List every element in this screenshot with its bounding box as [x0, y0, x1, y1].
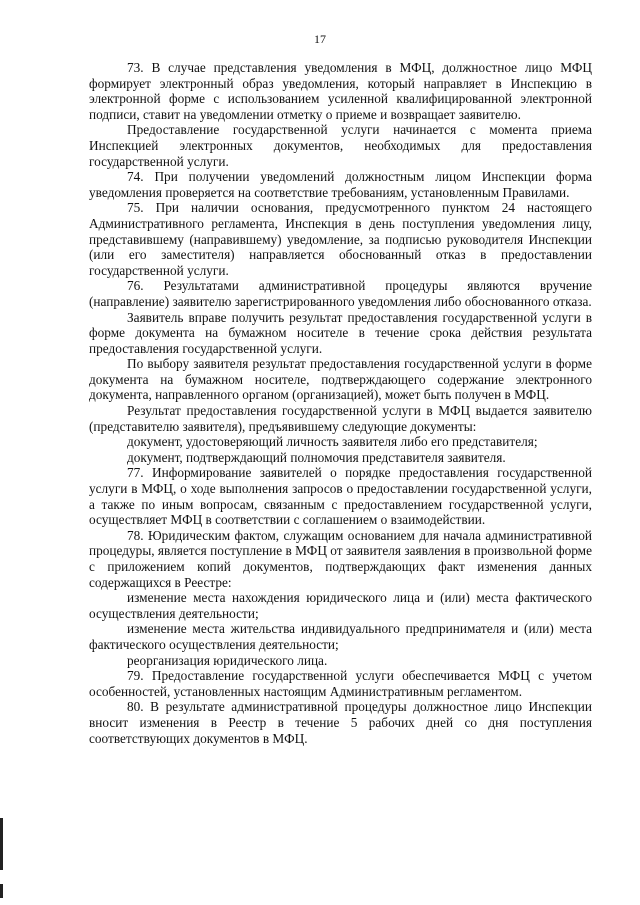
document-body [89, 60, 592, 746]
scan-edge-mark [0, 884, 3, 898]
paragraph-80: 80. В результате административной процедуры должностное лицо Инспекции вносит изменения в Реестр в течение 5 рабочих дней со дня поступления соответствующих документов в МФЦ. [89, 699, 592, 746]
page-number: 17 [314, 32, 326, 46]
paragraph-paper-result: Заявитель вправе получить результат предоставления государственной услуги в форме документа на бумажном носителе в течение срока действия результата предоставления государственной услуги. [89, 309, 592, 356]
paragraph-75: 75. При наличии основания, предусмотренного пунктом 24 настоящего Административного регламента, Инспекция в день поступления уведомления лицу, представившему (направившему) уведомление, за подписью руководителя Инспекции (или его заместителя) направляется обоснованный отказ в предоставлении государственной услуги. [89, 200, 592, 278]
list-item-identity-document: документ, удостоверяющий личность заявителя либо его представителя; [127, 434, 538, 450]
list-item-location-change: изменение места нахождения юридического лица и (или) места фактического осуществления деятельности; [89, 590, 592, 621]
paragraph-73: 73. В случае представления уведомления в МФЦ, должностное лицо МФЦ формирует электронный образ уведомления, который направляет в Инспекцию в электронной форме с использованием усиленной квалифицированной электронной подписи, ставит на уведомлении отметку о приеме и возвращает заявителю. [89, 60, 592, 122]
paragraph-74: 74. При получении уведомлений должностным лицом Инспекции форма уведомления проверяется на соответствие требованиям, установленным Правилами. [89, 169, 592, 200]
list-item-authority-document: документ, подтверждающий полномочия представителя заявителя. [127, 449, 506, 465]
paragraph-79: 79. Предоставление государственной услуги обеспечивается МФЦ с учетом особенностей, установленных настоящим Административным регламентом. [89, 668, 592, 699]
paragraph-77: 77. Информирование заявителей о порядке предоставления государственной услуги в МФЦ, о ходе выполнения запросов о предоставлении государственной услуги, а также по иным вопросам, связанным с предоставлением государственной услуги, осуществляет МФЦ в соответствии с соглашением о взаимодействии. [89, 465, 592, 528]
scan-edge-mark [0, 818, 3, 870]
paragraph-78: 78. Юридическим фактом, служащим основанием для начала административной процедуры, является поступление в МФЦ от заявителя заявления в произвольной форме с приложением копий документов, подтверждающих факт изменения данных содержащихся в Реестре: [89, 527, 592, 590]
list-item-residence-change: изменение места жительства индивидуального предпринимателя и (или) места фактического осуществления деятельности; [89, 621, 592, 652]
paragraph-mfc-issue: Результат предоставления государственной услуги в МФЦ выдается заявителю (представителю заявителя), предъявившему следующие документы: [89, 403, 592, 434]
paragraph-76: 76. Результатами административной процедуры являются вручение (направление) заявителю зарегистрированного уведомления либо обоснованного отказа. [89, 278, 592, 309]
list-item-reorganization: реорганизация юридического лица. [127, 652, 328, 668]
paragraph-service-start: Предоставление государственной услуги начинается с момента приема Инспекцией электронных документов, необходимых для предоставления государственной услуги. [89, 122, 592, 169]
paragraph-mfc-choice: По выбору заявителя результат предоставления государственной услуги в форме документа на бумажном носителе, подтверждающего содержание электронного документа, направленного органом (организацией), может быть получен в МФЦ. [89, 356, 592, 403]
